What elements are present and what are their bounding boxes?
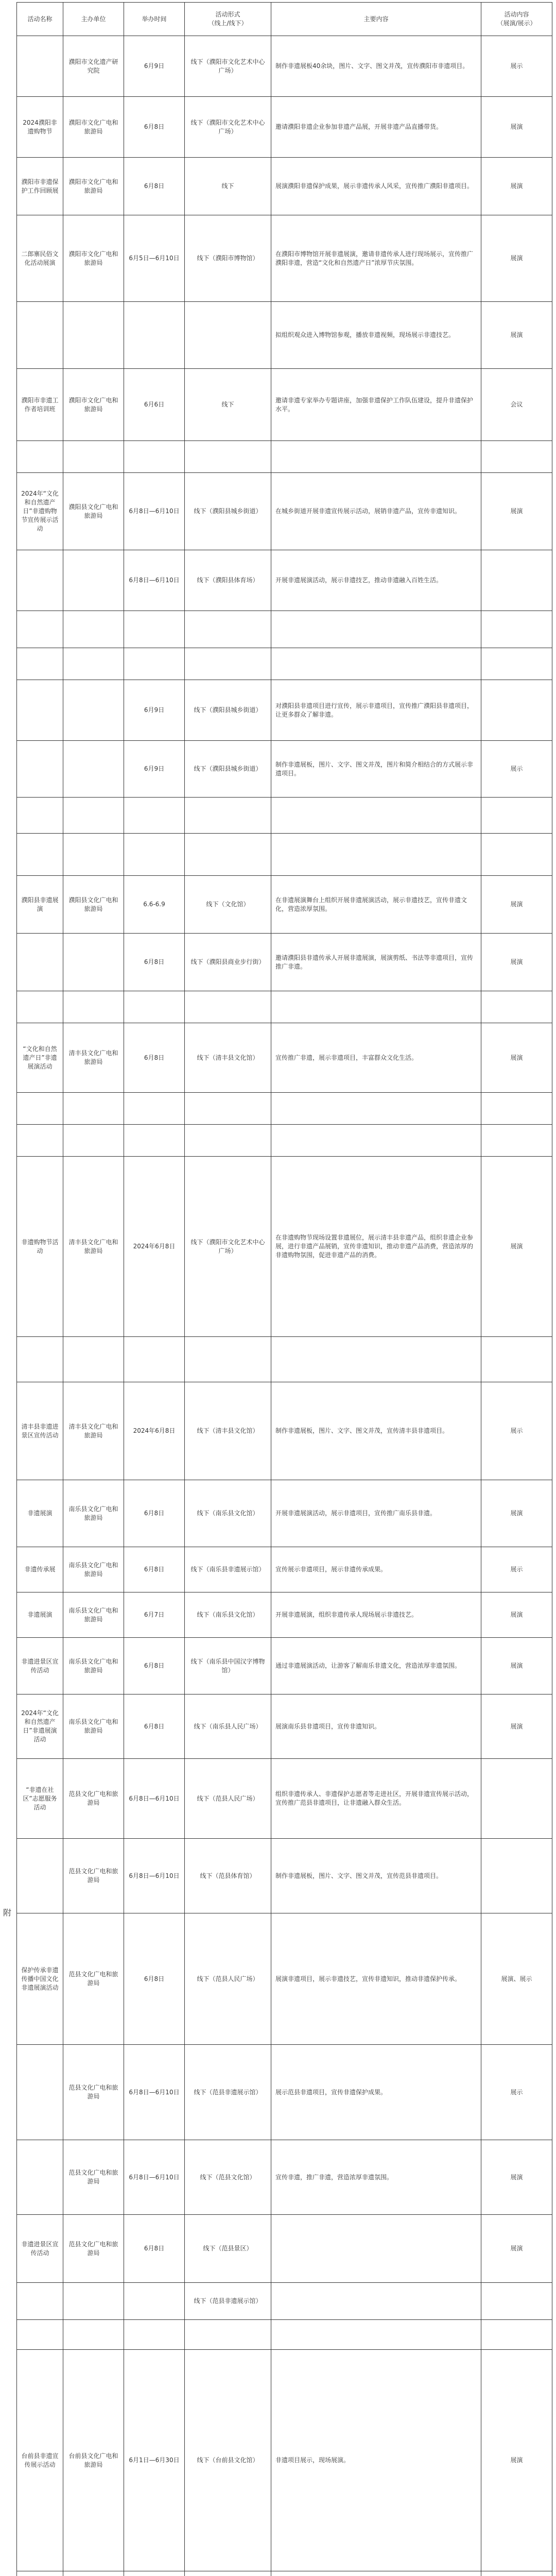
cell-form (185, 648, 271, 680)
cell-time: 6月8日—6月10日 (124, 1839, 185, 1913)
cell-type (481, 550, 552, 611)
cell-name: 二郎寨民俗文化活动展演 (17, 215, 63, 302)
cell-type (481, 991, 552, 1023)
cell-form: 线下（濮阳市文化艺术中心广场） (185, 36, 271, 97)
table-row (17, 741, 552, 798)
table-row (17, 1759, 552, 1839)
table-row (17, 302, 552, 369)
cell-org: 濮阳市文化广电和旅游局 (63, 215, 124, 302)
cell-type (481, 441, 552, 473)
cell-type: 展示 (481, 1382, 552, 1480)
table-row (17, 1839, 552, 1913)
cell-time: 2024年6月8日 (124, 1382, 185, 1480)
table-row (17, 680, 552, 741)
cell-name (17, 798, 63, 834)
cell-time (124, 2320, 185, 2350)
cell-org (63, 2571, 124, 2576)
cell-org: 范县文化广电和旅游局 (63, 2215, 124, 2283)
cell-name (17, 611, 63, 648)
cell-type: 展演、展示 (481, 1913, 552, 2045)
cell-org (63, 798, 124, 834)
column-header: 活动名称 (17, 3, 63, 36)
cell-time: 6月8日—6月10日 (124, 2045, 185, 2140)
cell-form: 线下（濮阳县体育场） (185, 550, 271, 611)
cell-content (271, 798, 481, 834)
cell-org: 濮阳市文化广电和旅游局 (63, 369, 124, 441)
cell-org: 濮阳县文化广电和旅游局 (63, 473, 124, 550)
table-row (17, 876, 552, 934)
cell-type: 会议 (481, 369, 552, 441)
cell-type: 展演 (481, 1480, 552, 1547)
cell-content: 邀请非遗专家举办专题讲座，加强非遗保护工作队伍建设，提升非遗保护水平。 (271, 369, 481, 441)
cell-content: 制作非遗展板，图片、文字、图文并茂，宣传清丰县非遗项目。 (271, 1382, 481, 1480)
cell-name: 非遗传承展 (17, 1547, 63, 1592)
table-row (17, 991, 552, 1023)
cell-time: 6月8日 (124, 158, 185, 215)
cell-org (63, 834, 124, 876)
cell-form: 线下（清丰县文化馆） (185, 1382, 271, 1480)
cell-form (185, 2320, 271, 2350)
cell-org: 清丰县文化广电和旅游局 (63, 1382, 124, 1480)
table-row (17, 215, 552, 302)
cell-content: 开展非遗展演活动，展示非遗技艺，推动非遗融入百姓生活。 (271, 550, 481, 611)
cell-content (271, 2571, 481, 2576)
cell-type: 展演 (481, 97, 552, 158)
cell-org: 南乐县文化广电和旅游局 (63, 1694, 124, 1759)
cell-type: 展演 (481, 2215, 552, 2283)
cell-content (271, 1093, 481, 1125)
cell-form (185, 798, 271, 834)
cell-form (185, 1093, 271, 1125)
cell-form: 线下（范县人民广场） (185, 1913, 271, 2045)
cell-content: 在城乡街道开展非遗宣传展示活动，展销非遗产品，宣传非遗知识。 (271, 473, 481, 550)
cell-org (63, 648, 124, 680)
cell-time: 6月8日 (124, 1913, 185, 2045)
cell-org: 范县文化广电和旅游局 (63, 1759, 124, 1839)
cell-org: 范县文化广电和旅游局 (63, 2140, 124, 2215)
cell-name (17, 741, 63, 798)
cell-form: 线下（文化馆） (185, 876, 271, 934)
cell-org (63, 741, 124, 798)
table-row (17, 1093, 552, 1125)
cell-content: 制作非遗展板40余块，图片、文字、图文并茂，宣传濮阳市非遗项目。 (271, 36, 481, 97)
cell-content: 展演南乐县非遗项目，宣传非遗知识。 (271, 1694, 481, 1759)
cell-type: 展示 (481, 2045, 552, 2140)
cell-org (63, 302, 124, 369)
cell-time: 6月8日 (124, 2215, 185, 2283)
cell-org (63, 680, 124, 741)
cell-time: 6月9日 (124, 680, 185, 741)
cell-content (271, 991, 481, 1023)
cell-form (185, 2571, 271, 2576)
cell-form: 线下（南乐县非遗展示馆） (185, 1547, 271, 1592)
cell-form (185, 991, 271, 1023)
cell-name: “非遗在社区”志愿服务活动 (17, 1759, 63, 1839)
cell-name: 非遗进景区宣传活动 (17, 1638, 63, 1694)
cell-content (271, 611, 481, 648)
cell-time: 2024年6月8日 (124, 1157, 185, 1337)
cell-form: 线下（濮阳县城乡街道） (185, 680, 271, 741)
cell-form: 线下（濮阳县城乡街道） (185, 473, 271, 550)
cell-type: 展演 (481, 1638, 552, 1694)
cell-content: 在非遗展演舞台上组织开展非遗展演活动，展示非遗技艺，宣传非遗文化，营造浓厚氛围。 (271, 876, 481, 934)
column-header: 主办单位 (63, 3, 124, 36)
cell-org (63, 1337, 124, 1382)
cell-content: 对濮阳县非遗项目进行宣传，展示非遗项目，宣传推广濮阳县非遗项目，让更多群众了解非遗。 (271, 680, 481, 741)
cell-content: 展示范县非遗项目，宣传非遗保护成果。 (271, 2045, 481, 2140)
cell-org (63, 1125, 124, 1157)
cell-type: 展演 (481, 1023, 552, 1093)
cell-time (124, 648, 185, 680)
table-row (17, 1638, 552, 1694)
cell-type (481, 2320, 552, 2350)
cell-name (17, 2283, 63, 2320)
table-row (17, 2045, 552, 2140)
cell-name: 台前县非遗宣传展示活动 (17, 2350, 63, 2571)
cell-name: 非遗购物节活动 (17, 1157, 63, 1337)
cell-form (185, 1125, 271, 1157)
table-row (17, 1592, 552, 1638)
cell-org (63, 2283, 124, 2320)
cell-org: 南乐县文化广电和旅游局 (63, 1547, 124, 1592)
cell-org (63, 934, 124, 991)
cell-time: 6月8日—6月10日 (124, 473, 185, 550)
cell-form: 线下 (185, 158, 271, 215)
cell-type (481, 1337, 552, 1382)
table-row (17, 1023, 552, 1093)
cell-name (17, 36, 63, 97)
cell-time (124, 834, 185, 876)
cell-name: 濮阳市非遗工作者培训班 (17, 369, 63, 441)
cell-form: 线下（范县文化馆） (185, 2140, 271, 2215)
cell-form: 线下（濮阳县城乡街道） (185, 741, 271, 798)
table-row (17, 97, 552, 158)
cell-form: 线下（范县景区） (185, 2215, 271, 2283)
cell-org: 濮阳市文化广电和旅游局 (63, 97, 124, 158)
table-row (17, 1694, 552, 1759)
cell-form: 线下（南乐县中国汉字博物馆） (185, 1638, 271, 1694)
column-header: 举办时间 (124, 3, 185, 36)
cell-time: 6月8日 (124, 1480, 185, 1547)
cell-content: 宣传非遗，推广非遗，营造浓厚非遗氛围。 (271, 2140, 481, 2215)
cell-org: 南乐县文化广电和旅游局 (63, 1638, 124, 1694)
cell-content: 开展非遗展演，组织非遗传承人现场展示非遗技艺。 (271, 1592, 481, 1638)
cell-type: 展演 (481, 473, 552, 550)
cell-name: 非遗展演 (17, 1592, 63, 1638)
cell-type (481, 680, 552, 741)
cell-org (63, 2320, 124, 2350)
cell-name (17, 302, 63, 369)
cell-time: 6月9日 (124, 741, 185, 798)
cell-name (17, 1125, 63, 1157)
table-row (17, 834, 552, 876)
cell-type: 展示 (481, 36, 552, 97)
cell-org: 濮阳市文化广电和旅游局 (63, 158, 124, 215)
cell-time: 6.6-6.9 (124, 876, 185, 934)
cell-content (271, 441, 481, 473)
cell-form: 线下（濮阳市博物馆） (185, 215, 271, 302)
table-row (17, 1480, 552, 1547)
cell-name (17, 934, 63, 991)
cell-name (17, 2045, 63, 2140)
cell-org: 南乐县文化广电和旅游局 (63, 1592, 124, 1638)
cell-org: 濮阳县文化广电和旅游局 (63, 876, 124, 934)
cell-name (17, 991, 63, 1023)
table-row (17, 441, 552, 473)
cell-form: 线下（范县体育馆） (185, 1839, 271, 1913)
cell-name: 2024濮阳非遗购物节 (17, 97, 63, 158)
cell-content: 展演非遗项目，展示非遗技艺，宣传非遗知识，推动非遗保护传承。 (271, 1913, 481, 2045)
events-table (16, 2, 552, 2576)
table-row (17, 2140, 552, 2215)
cell-type: 展演 (481, 1592, 552, 1638)
table-row (17, 1125, 552, 1157)
cell-time: 6月8日 (124, 1023, 185, 1093)
cell-time (124, 1337, 185, 1382)
cell-form: 线下 (185, 369, 271, 441)
table-row (17, 1547, 552, 1592)
cell-time (124, 1125, 185, 1157)
cell-time: 6月7日 (124, 1592, 185, 1638)
cell-time (124, 2283, 185, 2320)
cell-time: 6月8日 (124, 1638, 185, 1694)
cell-type: 展演 (481, 1157, 552, 1337)
cell-type: 展演 (481, 158, 552, 215)
table-row (17, 2283, 552, 2320)
table-row (17, 550, 552, 611)
cell-form: 线下（范县非遗展示馆） (185, 2283, 271, 2320)
cell-type (481, 834, 552, 876)
cell-content: 开展非遗展演活动，展示非遗项目，宣传推广南乐县非遗。 (271, 1480, 481, 1547)
table-row (17, 36, 552, 97)
cell-form (185, 302, 271, 369)
table-row (17, 648, 552, 680)
cell-type (481, 611, 552, 648)
cell-org: 范县文化广电和旅游局 (63, 1839, 124, 1913)
cell-time: 6月9日 (124, 36, 185, 97)
table-row (17, 1157, 552, 1337)
cell-org (63, 991, 124, 1023)
cell-type (481, 798, 552, 834)
cell-content: 制作非遗展板，图片、文字、图文并茂，宣传范县非遗项目。 (271, 1839, 481, 1913)
cell-time (124, 798, 185, 834)
cell-type (481, 2571, 552, 2576)
table-row (17, 2350, 552, 2571)
cell-org: 清丰县文化广电和旅游局 (63, 1157, 124, 1337)
cell-name: 2024年“文化和自然遗产日”非遗展演活动 (17, 1694, 63, 1759)
cell-content (271, 2215, 481, 2283)
cell-content: 邀请濮阳县非遗传承人开展非遗展演，展演剪纸、书法等非遗项目，宣传推广非遗。 (271, 934, 481, 991)
column-header: 活动内容 （展演/展示） (481, 3, 552, 36)
cell-name: 保护传承非遗传播中国文化非遗展演活动 (17, 1913, 63, 2045)
cell-type: 展示 (481, 741, 552, 798)
cell-form: 线下（范县人民广场） (185, 1759, 271, 1839)
cell-org: 台前县文化广电和旅游局 (63, 2350, 124, 2571)
table-row (17, 473, 552, 550)
cell-content: 在濮阳市博物馆开展非遗展演，邀请非遗传承人进行现场展示，宣传推广濮阳非遗，营造“文化和自然遗产日”浓厚节庆氛围。 (271, 215, 481, 302)
table-row (17, 934, 552, 991)
cell-org: 范县文化广电和旅游局 (63, 1913, 124, 2045)
cell-content: 制作非遗展板，图片、文字、图文并茂，图片和简介相结合的方式展示非遗项目。 (271, 741, 481, 798)
cell-time (124, 441, 185, 473)
cell-content: 展演濮阳非遗保护成果，展示非遗传承人风采，宣传推广濮阳非遗项目。 (271, 158, 481, 215)
column-header: 主要内容 (271, 3, 481, 36)
cell-time: 6月8日 (124, 1547, 185, 1592)
cell-time (124, 611, 185, 648)
cell-type: 展演 (481, 1694, 552, 1759)
cell-type (481, 1093, 552, 1125)
column-header: 活动形式 （线上/线下） (185, 3, 271, 36)
table-row (17, 1382, 552, 1480)
cell-type: 展演 (481, 302, 552, 369)
cell-org: 南乐县文化广电和旅游局 (63, 1480, 124, 1547)
table-header-row (17, 3, 552, 36)
table-row (17, 1913, 552, 2045)
cell-content (271, 648, 481, 680)
cell-form (185, 441, 271, 473)
cell-name (17, 2571, 63, 2576)
cell-content (271, 834, 481, 876)
cell-name (17, 550, 63, 611)
cell-org: 清丰县文化广电和旅游局 (63, 1023, 124, 1093)
cell-time: 6月8日 (124, 1694, 185, 1759)
table-row (17, 158, 552, 215)
cell-name: 清丰县非遗进景区宣传活动 (17, 1382, 63, 1480)
cell-org: 范县文化广电和旅游局 (63, 2045, 124, 2140)
cell-type (481, 648, 552, 680)
cell-org (63, 1093, 124, 1125)
cell-name (17, 1337, 63, 1382)
cell-form: 线下（台前县文化馆） (185, 2350, 271, 2571)
cell-type: 展演 (481, 2140, 552, 2215)
cell-form (185, 834, 271, 876)
cell-name: 濮阳县非遗展演 (17, 876, 63, 934)
cell-content (271, 2320, 481, 2350)
cell-type (481, 2283, 552, 2320)
cell-time: 6月1日—6月30日 (124, 2350, 185, 2571)
cell-time (124, 302, 185, 369)
cell-name (17, 1839, 63, 1913)
side-label: 附 (3, 1908, 11, 1918)
cell-org (63, 611, 124, 648)
cell-type: 展示 (481, 1547, 552, 1592)
cell-time: 6月8日 (124, 97, 185, 158)
cell-form: 线下（濮阳县商业步行街） (185, 934, 271, 991)
cell-time (124, 991, 185, 1023)
cell-form: 线下（清丰县文化馆） (185, 1023, 271, 1093)
cell-type (481, 1839, 552, 1913)
cell-time (124, 2571, 185, 2576)
cell-time: 6月8日—6月10日 (124, 1759, 185, 1839)
table-row (17, 611, 552, 648)
cell-name (17, 680, 63, 741)
cell-form: 线下（南乐县文化馆） (185, 1592, 271, 1638)
cell-name (17, 2140, 63, 2215)
cell-content: 组织非遗传承人、非遗保护志愿者等走进社区，开展非遗宣传展示活动，宣传推广范县非遗项目，让非遗融入群众生活。 (271, 1759, 481, 1839)
cell-content: 非遗项目展示，现场展演。 (271, 2350, 481, 2571)
table-row (17, 798, 552, 834)
cell-time: 6月8日—6月10日 (124, 550, 185, 611)
cell-content: 拟组织观众进入博物馆参观，播放非遗视频，现场展示非遗技艺。 (271, 302, 481, 369)
cell-content (271, 2283, 481, 2320)
cell-content: 宣传展示非遗项目，展示非遗传承成果。 (271, 1547, 481, 1592)
cell-name (17, 441, 63, 473)
cell-form: 线下（濮阳市文化艺术中心广场） (185, 1157, 271, 1337)
table-row (17, 2215, 552, 2283)
cell-name (17, 648, 63, 680)
cell-name: 濮阳市非遗保护工作回顾展 (17, 158, 63, 215)
table-row (17, 2571, 552, 2576)
cell-name (17, 2320, 63, 2350)
cell-content: 通过非遗展演活动，让游客了解南乐非遗文化，营造浓厚非遗氛围。 (271, 1638, 481, 1694)
cell-content: 在非遗购物节现场设置非遗展位，展示清丰县非遗产品，组织非遗企业参展，进行非遗产品展销，宣传非遗知识，推动非遗产品消费，营造浓厚的非遗购物氛围，促进非遗产品的消费。 (271, 1157, 481, 1337)
table-row (17, 1337, 552, 1382)
cell-content: 邀请濮阳非遗企业参加非遗产品展，开展非遗产品直播带货。 (271, 97, 481, 158)
table-row (17, 2320, 552, 2350)
cell-type (481, 1125, 552, 1157)
cell-type: 展演 (481, 215, 552, 302)
cell-form: 线下（南乐县文化馆） (185, 1480, 271, 1547)
cell-form: 线下（范县非遗展示馆） (185, 2045, 271, 2140)
cell-name (17, 1093, 63, 1125)
cell-form (185, 1337, 271, 1382)
cell-name: 非遗进景区宣传活动 (17, 2215, 63, 2283)
cell-org: 濮阳市文化遗产研究院 (63, 36, 124, 97)
cell-content: 宣传推广非遗，展示非遗项目，丰富群众文化生活。 (271, 1023, 481, 1093)
cell-name: 非遗展演 (17, 1480, 63, 1547)
table-body (17, 36, 552, 2576)
cell-type: 展演 (481, 934, 552, 991)
cell-time (124, 1093, 185, 1125)
table-row (17, 369, 552, 441)
cell-time: 6月5日—6月10日 (124, 215, 185, 302)
cell-form: 线下（濮阳市文化艺术中心广场） (185, 97, 271, 158)
cell-time: 6月8日 (124, 934, 185, 991)
cell-org (63, 550, 124, 611)
cell-type (481, 1759, 552, 1839)
cell-content (271, 1125, 481, 1157)
cell-type: 展演 (481, 876, 552, 934)
cell-name: 2024年“文化和自然遗产日”非遗购物节宣传展示活动 (17, 473, 63, 550)
cell-form: 线下（南乐县人民广场） (185, 1694, 271, 1759)
cell-content (271, 1337, 481, 1382)
cell-name (17, 834, 63, 876)
cell-type: 展演 (481, 2350, 552, 2571)
cell-time: 6月6日 (124, 369, 185, 441)
cell-form (185, 611, 271, 648)
cell-org (63, 441, 124, 473)
cell-time: 6月8日—6月10日 (124, 2140, 185, 2215)
cell-name: “文化和自然遗产日”非遗展演活动 (17, 1023, 63, 1093)
